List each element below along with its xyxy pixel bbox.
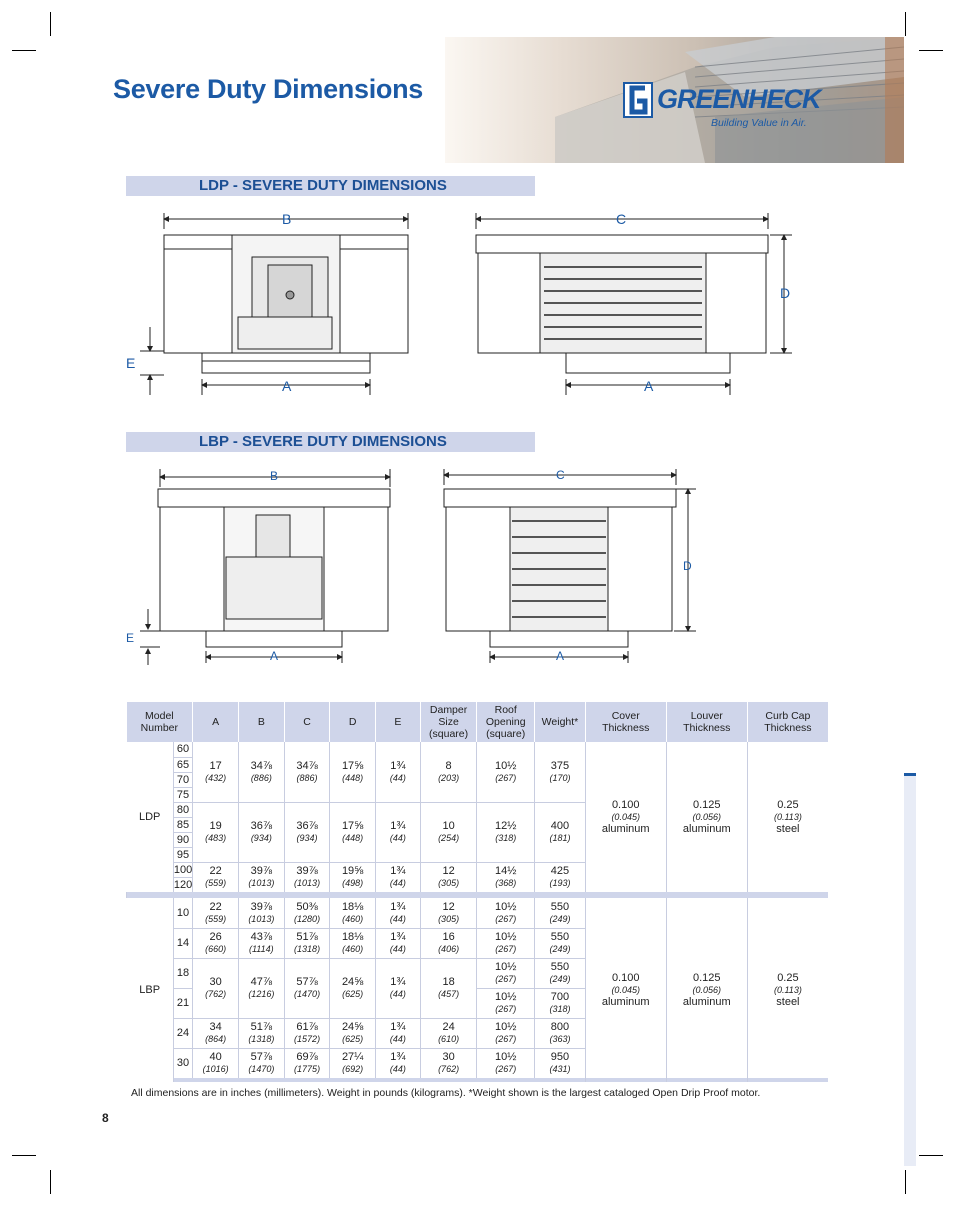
- cell-mm: (0.113): [773, 985, 802, 995]
- lbp-dimension-drawings: [120, 465, 720, 665]
- cell-material: steel: [776, 823, 800, 835]
- cell-value: 10½: [495, 1051, 517, 1064]
- cell-value: 50⅜: [296, 900, 318, 913]
- size-cell: 100: [173, 863, 193, 876]
- cell-mm: (267): [495, 1004, 517, 1014]
- dim-e-label: E: [126, 631, 135, 645]
- cell-mm: (0.056): [692, 985, 722, 995]
- cell-mm: (267): [495, 1034, 517, 1044]
- cell-mm: (318): [549, 1004, 571, 1014]
- cell-mm: (460): [342, 944, 364, 954]
- table-row: [127, 742, 829, 757]
- cell-value: 18⅛: [341, 931, 364, 943]
- cell-mm: (559): [205, 878, 227, 889]
- col-b: B: [238, 702, 284, 742]
- cell-value: 34⅞: [296, 759, 318, 772]
- cell-mm: (249): [549, 913, 571, 924]
- header-banner: [445, 37, 904, 163]
- cell-value: 400: [550, 820, 570, 832]
- cell-mm: (762): [205, 989, 227, 999]
- cell-mm: (318): [495, 833, 517, 843]
- cell-mm: (44): [389, 913, 406, 924]
- cell-mm: (267): [495, 913, 517, 924]
- dim-d-label: D: [683, 559, 692, 573]
- cell-value: 26: [209, 931, 222, 943]
- cell-value: 22: [209, 865, 222, 878]
- footnote: All dimensions are in inches (millimeters). Weight in pounds (kilograms). *Weight shown is the largest cataloged Open Drip Proof motor.: [131, 1087, 761, 1099]
- cell-value: 36⅞: [250, 820, 273, 832]
- cell-value: 30: [442, 1051, 455, 1064]
- cell-value: 1¾: [390, 976, 406, 988]
- cell-value: 18: [442, 976, 455, 988]
- cell-mm: (368): [495, 878, 517, 889]
- crop-mark: [12, 50, 36, 51]
- cell-mm: (934): [296, 833, 318, 843]
- size-cell: 24: [173, 1018, 192, 1048]
- cell-mm: (249): [549, 944, 571, 954]
- dim-a-label: A: [282, 378, 292, 394]
- cell-value: 10½: [495, 961, 517, 973]
- cell-value: 800: [550, 1021, 570, 1033]
- cell-mm: (1013): [294, 878, 321, 889]
- cell-value: 1¾: [390, 820, 406, 832]
- cell-mm: (44): [389, 833, 406, 843]
- cell-material: steel: [776, 996, 800, 1008]
- col-louver: Louver Thickness: [666, 702, 747, 742]
- cell-mm: (44): [389, 944, 406, 954]
- cell-mm: (44): [389, 772, 406, 783]
- cell-value: 8: [445, 759, 452, 772]
- size-cell: 85: [173, 817, 192, 832]
- model-ldp: LDP: [138, 811, 161, 823]
- crop-mark: [50, 1170, 51, 1194]
- cell-mm: (432): [205, 772, 227, 783]
- col-damper: Damper Size (square): [420, 702, 476, 742]
- col-model: Model Number: [127, 702, 193, 742]
- cell-value: 57⅞: [250, 1051, 273, 1064]
- cell-value: 57⅞: [296, 976, 318, 988]
- dim-c-label: C: [556, 468, 565, 482]
- cell-value: 10½: [495, 931, 517, 943]
- crop-mark: [905, 1170, 906, 1194]
- cell-mm: (625): [342, 1034, 364, 1044]
- cell-mm: (762): [438, 1064, 460, 1075]
- cell-mm: (886): [250, 772, 272, 783]
- cell-value: 19: [209, 820, 222, 832]
- cell-mm: (864): [205, 1034, 227, 1044]
- lbp-section-heading: LBP - SEVERE DUTY DIMENSIONS: [126, 432, 535, 452]
- cell-value: 19⅝: [341, 865, 364, 878]
- cell-mm: (44): [389, 1034, 406, 1044]
- cell-value: 0.25: [777, 799, 799, 811]
- cell-value: 14½: [495, 865, 517, 878]
- cell-value: 1¾: [390, 1021, 406, 1033]
- cell-mm: (1280): [294, 913, 321, 924]
- cell-value: 24: [442, 1021, 455, 1033]
- cell-value: 24⅝: [341, 1021, 364, 1033]
- col-curb: Curb Cap Thickness: [747, 702, 828, 742]
- cell-mm: (193): [549, 878, 571, 889]
- cell-value: 36⅞: [296, 820, 318, 832]
- cell-mm: (44): [389, 989, 406, 999]
- size-cell: 30: [173, 1048, 192, 1078]
- cell-value: 61⅞: [296, 1021, 318, 1033]
- cell-value: 1¾: [390, 900, 406, 913]
- cell-value: 24⅝: [341, 976, 364, 988]
- cell-mm: (1216): [248, 989, 275, 999]
- cell-value: 69⅞: [296, 1051, 318, 1064]
- cell-mm: (1572): [294, 1034, 321, 1044]
- cell-material: aluminum: [601, 823, 650, 835]
- cell-mm: (483): [205, 833, 227, 843]
- size-cell: 18: [173, 958, 192, 988]
- cell-mm: (267): [495, 944, 517, 954]
- cell-value: 10½: [495, 759, 517, 772]
- cell-mm: (1013): [248, 878, 275, 889]
- ldp-section-heading: LDP - SEVERE DUTY DIMENSIONS: [126, 176, 535, 196]
- cell-mm: (460): [342, 913, 364, 924]
- dimensions-table: [126, 702, 828, 1082]
- size-cell: 90: [173, 832, 192, 847]
- cell-mm: (0.045): [611, 985, 640, 995]
- cell-mm: (498): [342, 878, 364, 889]
- cell-value: 10½: [495, 1021, 517, 1033]
- cell-mm: (1775): [294, 1064, 321, 1075]
- col-a: A: [193, 702, 239, 742]
- size-cell: 80: [173, 802, 192, 817]
- col-roof: Roof Opening (square): [477, 702, 535, 742]
- cell-value: 0.25: [777, 972, 799, 984]
- cell-value: 39⅞: [296, 865, 318, 878]
- cell-mm: (1016): [202, 1064, 229, 1075]
- dim-a-label: A: [556, 649, 565, 663]
- cell-value: 0.125: [693, 972, 721, 984]
- cell-value: 30: [209, 976, 222, 988]
- cell-material: aluminum: [682, 823, 731, 835]
- cell-mm: (1318): [294, 944, 321, 954]
- cell-value: 43⅞: [250, 931, 273, 943]
- table-header-row: [127, 702, 829, 742]
- cell-value: 17⅝: [341, 820, 364, 832]
- crop-mark: [919, 1155, 943, 1156]
- cell-mm: (181): [549, 833, 571, 843]
- dim-a-label: A: [270, 649, 279, 663]
- table-row: [127, 898, 829, 928]
- cell-mm: (0.056): [692, 812, 722, 822]
- page-number: 8: [102, 1111, 109, 1125]
- dim-d-label: D: [780, 285, 791, 301]
- cell-mm: (886): [296, 772, 318, 783]
- cell-value: 22: [209, 900, 222, 913]
- cell-value: 10½: [495, 900, 517, 913]
- dim-b-label: B: [270, 469, 279, 483]
- cell-mm: (660): [205, 944, 227, 954]
- dim-a-label: A: [644, 378, 654, 394]
- cell-mm: (431): [549, 1064, 571, 1075]
- cell-value: 12: [442, 900, 455, 913]
- cell-value: 375: [550, 759, 570, 772]
- cell-value: 1¾: [390, 931, 406, 943]
- cell-mm: (559): [205, 913, 227, 924]
- cell-mm: (1470): [248, 1064, 275, 1075]
- page-title: Severe Duty Dimensions: [113, 74, 424, 104]
- cell-value: 51⅞: [296, 931, 318, 943]
- size-cell: 95: [173, 847, 192, 862]
- col-c: C: [284, 702, 330, 742]
- cell-value: 0.100: [611, 972, 640, 984]
- cell-mm: (305): [438, 913, 460, 924]
- col-cover: Cover Thickness: [585, 702, 666, 742]
- cell-value: 18⅛: [341, 900, 364, 913]
- cell-mm: (1114): [248, 944, 274, 954]
- cell-value: 1¾: [390, 1051, 406, 1064]
- cell-mm: (448): [342, 833, 364, 843]
- cell-value: 550: [550, 961, 570, 973]
- cell-mm: (1013): [248, 913, 275, 924]
- cell-value: 550: [550, 900, 570, 913]
- cell-mm: (457): [438, 989, 460, 999]
- brand-tagline: Building Value in Air.: [711, 117, 807, 129]
- brand-name: GREENHECK: [657, 84, 821, 114]
- size-cell: 60: [173, 742, 192, 757]
- cell-value: 39⅞: [250, 865, 273, 878]
- cell-value: 425: [550, 865, 570, 878]
- logo-mark-icon: [625, 84, 651, 116]
- table-separator: [127, 1078, 829, 1082]
- col-weight: Weight*: [535, 702, 585, 742]
- cell-mm: (0.045): [611, 812, 640, 822]
- cell-value: 27¼: [341, 1051, 364, 1064]
- cell-value: 10½: [495, 991, 517, 1003]
- cell-value: 16: [442, 931, 455, 943]
- cell-mm: (692): [342, 1064, 364, 1075]
- col-d: D: [330, 702, 375, 742]
- cell-mm: (305): [438, 878, 460, 889]
- cell-mm: (267): [495, 974, 517, 984]
- cell-value: 700: [550, 991, 570, 1003]
- cell-value: 47⅞: [250, 976, 273, 988]
- cell-value: 1¾: [390, 759, 406, 772]
- size-cell: 70: [173, 772, 192, 787]
- dim-b-label: B: [282, 211, 292, 227]
- cell-mm: (406): [438, 944, 460, 954]
- crop-mark: [919, 50, 943, 51]
- size-cell: 21: [173, 988, 192, 1018]
- size-cell: 75: [173, 787, 192, 802]
- cell-value: 550: [550, 931, 570, 943]
- cell-mm: (448): [342, 772, 364, 783]
- cell-value: 34: [209, 1021, 222, 1033]
- cell-value: 12½: [495, 820, 517, 832]
- cell-material: aluminum: [601, 996, 650, 1008]
- cell-mm: (170): [549, 772, 571, 783]
- cell-mm: (363): [549, 1034, 571, 1044]
- cell-mm: (249): [549, 974, 571, 984]
- size-cell: 14: [173, 928, 192, 958]
- cell-value: 12: [442, 865, 455, 878]
- cell-value: 17: [209, 759, 222, 772]
- cell-value: 17⅝: [341, 759, 364, 772]
- col-e: E: [375, 702, 420, 742]
- cell-mm: (1470): [294, 989, 321, 999]
- cell-mm: (1318): [248, 1034, 275, 1044]
- size-cell: 120: [173, 878, 193, 891]
- crop-mark: [905, 12, 906, 36]
- cell-value: 0.125: [693, 799, 721, 811]
- cell-mm: (203): [438, 772, 460, 783]
- cell-mm: (610): [438, 1034, 460, 1044]
- size-cell: 10: [173, 898, 192, 928]
- model-lbp: LBP: [139, 984, 161, 996]
- cell-value: 10: [442, 820, 455, 832]
- cell-mm: (0.113): [773, 812, 802, 822]
- ldp-dimension-drawings: [120, 205, 810, 405]
- cell-mm: (44): [389, 1064, 406, 1075]
- cell-mm: (254): [438, 833, 460, 843]
- cell-value: 39⅞: [250, 900, 273, 913]
- cell-value: 1¾: [390, 865, 406, 878]
- cell-mm: (267): [495, 772, 517, 783]
- greenheck-logo: [623, 82, 653, 118]
- cell-mm: (934): [250, 833, 272, 843]
- cell-material: aluminum: [682, 996, 731, 1008]
- crop-mark: [12, 1155, 36, 1156]
- cell-value: 34⅞: [250, 759, 273, 772]
- cell-value: 40: [209, 1051, 222, 1064]
- size-cell: 65: [173, 757, 192, 772]
- cell-value: 950: [550, 1051, 570, 1064]
- cell-mm: (625): [342, 989, 364, 999]
- dim-e-label: E: [126, 355, 136, 371]
- cell-mm: (267): [495, 1064, 517, 1075]
- crop-mark: [50, 12, 51, 36]
- cell-value: 0.100: [611, 799, 640, 811]
- dim-c-label: C: [616, 211, 627, 227]
- cell-mm: (44): [389, 878, 406, 889]
- sidebar-tab: [904, 776, 916, 1166]
- cell-value: 51⅞: [250, 1021, 273, 1033]
